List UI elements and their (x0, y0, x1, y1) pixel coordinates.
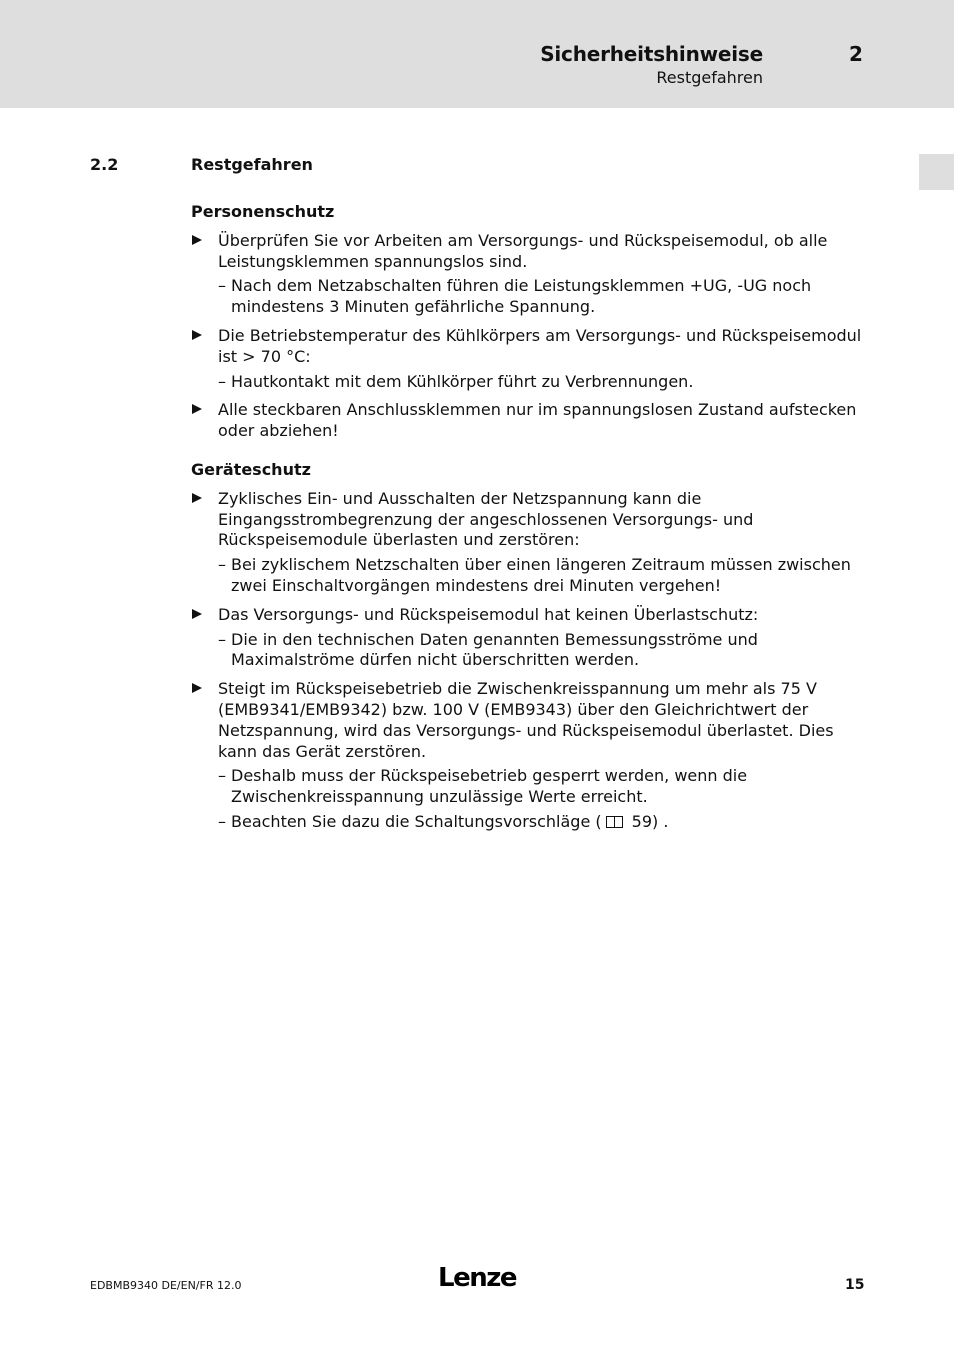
sub-list-item: – Nach dem Netzabschalten führen die Leistungsklemmen +UG, -UG noch mindestens 3 Minuten gefährliche Spannung. (218, 276, 812, 317)
subheading-geraeteschutz: Geräteschutz (191, 459, 311, 479)
sub-list-item: – Die in den technischen Daten genannten Bemessungsströme und Maximalströme dürfen nicht überschritten werden. (218, 629, 758, 670)
section-number: 2.2 (90, 155, 119, 174)
list-item (191, 605, 871, 671)
list-item-text: Überprüfen Sie vor Arbeiten am Versorgungs- und Rückspeisemodul, ob alle Leistungsklemmen spannungslos sind. (218, 230, 828, 271)
sub-list-item: – Hautkontakt mit dem Kühlkörper führt zu Verbrennungen. (218, 371, 694, 391)
sub-list-item-reference: – Beachten Sie dazu die Schaltungsvorschläge ( 59) . (218, 811, 669, 831)
chapter-title: Sicherheitshinweise (540, 42, 763, 66)
section-title: Restgefahren (191, 155, 313, 174)
sub-list-item: – Bei zyklischem Netzschalten über einen längeren Zeitraum müssen zwischen zwei Einschaltvorgängen mindestens drei Minuten vergehen! (218, 555, 851, 595)
list-item-text: Zyklisches Ein- und Ausschalten der Netzspannung kann die Eingangsstrombegrenzung der angeschlossenen Versorgungs- und Rückspeisemodule überlasten und zerstören: (218, 488, 754, 550)
header-band (0, 0, 954, 108)
sub-list-item-text: Deshalb muss der Rückspeisebetrieb gesperrt werden, wenn die Zwischenkreisspannung unzulässige Werte erreicht. (231, 766, 748, 807)
page-number: 15 (845, 1277, 865, 1293)
triangle-right-icon (192, 683, 202, 693)
list-item-text: Das Versorgungs- und Rückspeisemodul hat keinen Überlastschutz: (218, 604, 759, 624)
sub-list-item: – Deshalb muss der Rückspeisebetrieb gesperrt werden, wenn die Zwischenkreisspannung unzulässige Werte erreicht. (218, 766, 748, 807)
list-item-text: Steigt im Rückspeisebetrieb die Zwischenkreisspannung um mehr als 75 V (EMB9341/EMB9342) bzw. 100 V (EMB9343) über den Gleichrichtwert der Netzspannung, wird das Versorgungs- und Rückspeisemodul überlastet. Dies kann das Gerät zerstören. (218, 679, 834, 761)
list-item (191, 231, 871, 318)
sub-list-item-text: Bei zyklischem Netzschalten über einen längeren Zeitraum müssen zwischen zwei Einschaltvorgängen mindestens drei Minuten vergehen! (231, 555, 851, 595)
triangle-right-icon (192, 330, 202, 340)
reference-text-end: ) . (652, 811, 669, 831)
list-item-text: Die Betriebstemperatur des Kühlkörpers am Versorgungs- und Rückspeisemodul ist > 70 °C: (218, 325, 862, 366)
chapter-number: 2 (849, 42, 863, 66)
chapter-thumb-tab (919, 154, 954, 190)
lenze-logo: Lenze (438, 1263, 516, 1293)
triangle-right-icon (192, 404, 202, 414)
reference-text: Beachten Sie dazu die Schaltungsvorschläge ( (231, 811, 602, 831)
sub-list-item-text: Die in den technischen Daten genannten Bemessungsströme und Maximalströme dürfen nicht überschritten werden. (231, 629, 758, 670)
triangle-right-icon (192, 235, 202, 245)
book-icon (606, 816, 623, 828)
page-content (191, 202, 871, 833)
sub-list-item-text: Hautkontakt mit dem Kühlkörper führt zu Verbrennungen. (231, 371, 694, 391)
list-item (191, 679, 871, 833)
document-id: EDBMB9340 DE/EN/FR 12.0 (90, 1279, 242, 1292)
page-reference-link[interactable]: 59 (631, 811, 652, 831)
list-item (191, 326, 871, 392)
triangle-right-icon (192, 609, 202, 619)
subheading-personenschutz: Personenschutz (191, 202, 335, 221)
list-item (191, 489, 871, 597)
list-item (191, 400, 871, 442)
sub-list-item-text: Nach dem Netzabschalten führen die Leistungsklemmen +UG, -UG noch mindestens 3 Minuten gefährliche Spannung. (231, 276, 812, 317)
list-item-text: Alle steckbaren Anschlussklemmen nur im spannungslosen Zustand aufstecken oder abziehen! (218, 400, 857, 441)
triangle-right-icon (192, 493, 202, 503)
chapter-subtitle: Restgefahren (656, 68, 763, 87)
